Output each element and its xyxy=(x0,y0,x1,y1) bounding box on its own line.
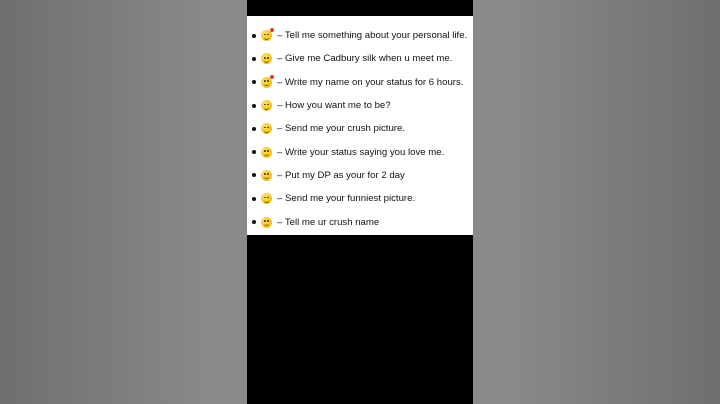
tongue-face-icon xyxy=(261,193,272,204)
grinning-face-icon xyxy=(261,217,272,228)
bullet xyxy=(252,80,256,84)
list-item-text: – Tell me something about your personal life. xyxy=(277,30,468,42)
bullet xyxy=(252,104,256,108)
list-item-text: – How you want me to be? xyxy=(277,100,391,112)
list-item-text: – Send me your funniest picture. xyxy=(277,193,416,205)
bullet xyxy=(252,127,256,131)
winking-face-icon xyxy=(261,147,272,158)
bullet xyxy=(252,197,256,201)
list-item-text: – Put my DP as your for 2 day xyxy=(277,169,405,181)
bullet xyxy=(252,34,256,38)
list-item xyxy=(247,140,473,163)
list-item xyxy=(247,71,473,94)
video-frame[interactable] xyxy=(247,0,473,404)
content-card xyxy=(247,16,473,235)
list-item-text: – Write my name on your status for 6 hours. xyxy=(277,76,464,88)
thinking-face-icon xyxy=(261,100,272,111)
list-item xyxy=(247,164,473,187)
list-item-text: – Write your status saying you love me. xyxy=(277,146,445,158)
surprised-face-icon xyxy=(261,170,272,181)
bullet xyxy=(252,150,256,154)
smiling-face-icon xyxy=(261,53,272,64)
heart-eyes-icon xyxy=(261,77,272,88)
list-item xyxy=(247,117,473,140)
list-item xyxy=(247,47,473,70)
list-item-text: – Tell me ur crush name xyxy=(277,216,380,228)
list-item xyxy=(247,210,473,233)
bullet xyxy=(252,220,256,224)
smirking-face-icon xyxy=(261,123,272,134)
list-item xyxy=(247,187,473,210)
list-item xyxy=(247,24,473,47)
bullet xyxy=(252,173,256,177)
dare-list xyxy=(247,24,473,234)
list-item xyxy=(247,94,473,117)
list-item-text: – Give me Cadbury silk when u meet me. xyxy=(277,53,453,65)
bullet xyxy=(252,57,256,61)
blushing-kiss-icon xyxy=(261,30,272,41)
list-item-text: – Send me your crush picture. xyxy=(277,123,405,135)
